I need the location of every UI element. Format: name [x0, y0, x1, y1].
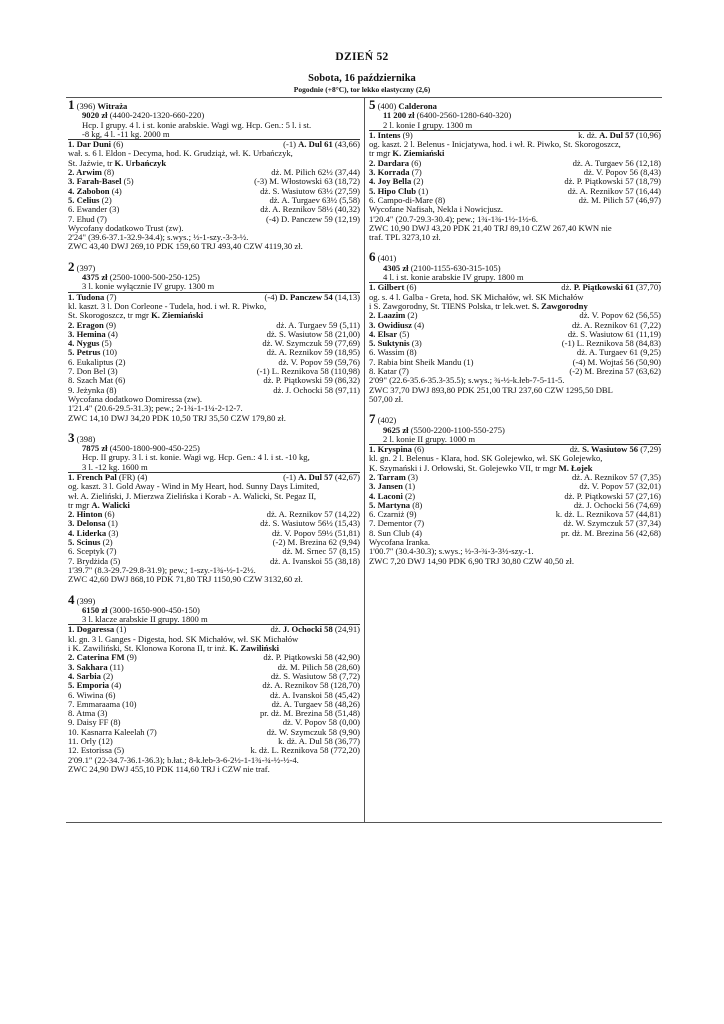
unplaced-jockey: k. dż. L. Reznikova 57 (44,81): [555, 509, 661, 520]
prize-amount: 7875 zł: [82, 443, 108, 454]
placed-horse: 2. Eragon (9): [68, 319, 116, 330]
unplaced-jockey: dż. A. Reznikov 58½ (40,32): [260, 204, 360, 215]
placed-jockey: dż. V. Popov 59½ (51,81): [271, 527, 360, 538]
race-block: [68, 429, 360, 585]
winner-horse: 1. Dar Duni (6): [68, 139, 124, 150]
placed-jockey: dż. S. Wasiutow 58 (21,00): [266, 328, 360, 339]
placed-horse: 2. Hinton (6): [68, 509, 115, 520]
date-heading: Sobota, 16 października: [308, 73, 416, 84]
prize-amount: 4305 zł: [383, 262, 409, 273]
race-note: ZWC 14,10 DWJ 34,20 PDK 10,50 TRJ 35,50 CZW 179,80 zł.: [68, 412, 286, 423]
winner-jockey-name: J. Ochocki 58: [282, 624, 333, 635]
placed-horse: 4. Liderka (3): [68, 527, 119, 538]
winner-pedigree: K. Szymański i J. Orłowski, St. Golejewko VII, tr mgr M. Łojek: [369, 462, 593, 473]
unplaced-jockey: dż. W. Szymczuk 57 (37,34): [563, 518, 661, 529]
race-number: 4: [68, 591, 75, 607]
unplaced-horse: 6. Campo-di-Mare (8): [369, 194, 446, 205]
unplaced-jockey: dż. V. Popov 58 (0,00): [282, 717, 360, 728]
unplaced-horse: 7. Ehud (7): [68, 213, 107, 224]
trainer-name: K. Zawiliński: [229, 643, 280, 654]
winner-horse: 1. Kryspina (6): [369, 444, 425, 455]
bottom-divider: [66, 822, 662, 823]
unplaced-horse: 6. Czarniż (9): [369, 509, 417, 520]
winner-pedigree: og. kaszt. 2 l. Belenus - Inicjatywa, hod. i wł. R. Piwko, St. Skorogoszcz,: [369, 139, 621, 150]
placed-horse: 3. Sakhara (11): [68, 661, 124, 672]
placed-name: 3. Sakhara: [68, 661, 108, 672]
winner-horse: 1. Dogaressa (1): [68, 624, 127, 635]
race-header: 3 (398): [68, 429, 96, 445]
race-note: ZWC 24,90 DWJ 455,10 PDK 114,60 TRJ i CZW nie traf.: [68, 763, 270, 774]
placed-horse: 5. Petrus (10): [68, 347, 117, 358]
placed-name: 3. Delonsa: [68, 518, 106, 529]
placed-horse: 4. Laconi (2): [369, 490, 416, 501]
race-number: 5: [369, 97, 376, 112]
race-prize: 11 200 zł (6400-2560-1280-640-320): [383, 110, 512, 121]
placed-horse: 5. Hipo Club (1): [369, 185, 429, 196]
placed-jockey: dż. J. Ochocki 56 (74,69): [573, 499, 661, 510]
race-note: Wycofana Iranka.: [369, 537, 431, 548]
winner-jockey-name: D. Panczew 54: [279, 291, 333, 302]
placed-jockey: dż. V. Popov 57 (32,01): [579, 481, 661, 492]
race-note: 1'20.4" (20.7-29.3-30.4); pew.; 1¾-1¾-1½-1½-6.: [369, 213, 538, 224]
race-note: 2'09.1" (22-34.7-36.1-36.3); b.łat.; 8-k.łeb-3-6-2½-1-1¾-¾-½-½-4.: [68, 754, 299, 765]
trainer-name: K. Urbańczyk: [114, 157, 167, 168]
race-prize: 7875 zł (4500-1800-900-450-225): [82, 443, 200, 454]
placed-horse: 2. Dardara (6): [369, 157, 422, 168]
race-conditions: -8 kg, 4 l. -11 kg. 2000 m: [82, 128, 170, 139]
placed-jockey: dż. S. Wasiutow 58 (7,72): [270, 670, 360, 681]
race-block: [68, 258, 360, 423]
placed-jockey: dż. M. Pilich 62½ (37,44): [271, 167, 360, 178]
race-note: Wycofane Nafisah, Nekla i Nowicjusz.: [369, 204, 504, 215]
unplaced-jockey: (-2) M. Brezina 57 (63,62): [569, 366, 661, 377]
race-block: [369, 97, 661, 243]
unplaced-horse: 7. Emmaraama (10): [68, 698, 137, 709]
race-header: 4 (399): [68, 591, 96, 607]
winner-pedigree: i K. Zawiliński, St. Klonowa Korona II, tr inż. K. Zawiliński: [68, 643, 280, 654]
unplaced-horse: 8. Atma (3): [68, 708, 108, 719]
unplaced-horse: 6. Eukaliptus (2): [68, 356, 126, 367]
unplaced-horse: 8. Szach Mat (6): [68, 375, 126, 386]
placed-jockey: (-2) M. Brezina 62 (9,94): [272, 537, 360, 548]
winner-pedigree: kl. gn. 3 l. Ganges - Digesta, hod. SK Michałów, wł. SK Michałów: [68, 633, 299, 644]
winner-pedigree: wł. A. Zieliński, J. Mierzwa Zielińska i Korab - A. Walicki, St. Pegaz II,: [68, 490, 317, 501]
placed-name: 5. Martyna: [369, 499, 411, 510]
placed-name: 4. Elsar: [369, 328, 398, 339]
placed-horse: 3. Owidiusz (4): [369, 319, 425, 330]
placed-name: 4. Joy Bella: [369, 176, 412, 187]
placed-jockey: dż. P. Piątkowski 57 (18,79): [564, 176, 661, 187]
winner-jockey: (-1) A. Dul 61 (43,66): [283, 139, 360, 150]
placed-name: 5. Celius: [68, 194, 100, 205]
placed-name: 4. Nygus: [68, 338, 100, 349]
race-conditions: Hcp. I grupy. 4 l. i st. konie arabskie. Wagi wg. Hcp. Gen.: 5 l. i st.: [82, 119, 312, 130]
race-conditions: 3 l. konie wyłącznie IV grupy. 1300 m: [82, 281, 215, 292]
unplaced-horse: 10. Kasnarra Kaleelah (7): [68, 726, 157, 737]
trainer-name: S. Zawgorodny: [532, 300, 588, 311]
race-prize: 4305 zł (2100-1155-630-315-105): [383, 262, 501, 273]
trainer-name: A. Walicki: [91, 499, 130, 510]
placed-jockey: dż. S. Wasiutow 56½ (15,43): [260, 518, 360, 529]
race-number: 2: [68, 258, 75, 274]
unplaced-jockey: dż. P. Piątkowski 59 (86,32): [263, 375, 360, 386]
race-number: 1: [68, 97, 75, 112]
placed-horse: 2. Arwim (8): [68, 167, 115, 178]
winner-jockey: k. dż. A. Dul 57 (10,96): [578, 129, 661, 140]
winner-name: 1. Kryspina: [369, 444, 412, 455]
winner-name: 1. Intens: [369, 129, 401, 140]
race-note: traf. TPL 3273,10 zł.: [369, 232, 441, 243]
race-note: ZWC 37,70 DWJ 893,80 PDK 251,00 TRJ 237,60 CZW 1295,50 DBL: [369, 384, 613, 395]
placed-horse: 5. Celius (2): [68, 194, 112, 205]
race-name: Witraża: [97, 101, 128, 111]
placed-horse: 2. Caterina FM (9): [68, 652, 137, 663]
right-column: [369, 97, 661, 576]
unplaced-horse: 6. Ewander (3): [68, 204, 120, 215]
placed-name: 3. Owidiusz: [369, 319, 412, 330]
unplaced-jockey: dż. A. Turgaev 61 (9,25): [576, 347, 661, 358]
placed-name: 5. Emporia: [68, 680, 110, 691]
placed-horse: 4. Elsar (5): [369, 328, 410, 339]
placed-jockey: dż. A. Reznikov 61 (7,22): [571, 319, 661, 330]
race-header: 7 (402): [369, 411, 397, 427]
race-note: 2'09" (22.6-35.6-35.3-35.5); s.wys.; ¾-½-k.łeb-7-5-11-5.: [369, 375, 565, 386]
race-number: 7: [369, 411, 376, 427]
placed-name: 2. Tarram: [369, 471, 406, 482]
winner-name: 1. Tudona: [68, 291, 105, 302]
placed-horse: 2. Tarram (3): [369, 471, 418, 482]
unplaced-horse: 7. Dementor (7): [369, 518, 425, 529]
unplaced-jockey: dż. J. Ochocki 58 (97,11): [273, 384, 360, 395]
placed-name: 4. Liderka: [68, 527, 107, 538]
placed-name: 3. Korrada: [369, 167, 410, 178]
winner-pedigree: St. Jaźwie, tr K. Urbańczyk: [68, 157, 167, 168]
winner-jockey-name: A. Dul 57: [298, 471, 333, 482]
winner-horse: 1. Gilbert (6): [369, 282, 417, 293]
placed-name: 2. Eragon: [68, 319, 104, 330]
placed-horse: 3. Farah-Basel (5): [68, 176, 134, 187]
winner-pedigree: og. kaszt. 3 l. Gold Away - Wind in My Heart, hod. Sunny Days Limited,: [68, 481, 320, 492]
winner-horse: 1. French Pal (FR) (4): [68, 471, 148, 482]
winner-jockey-name: P. Piątkowski 61: [573, 282, 634, 293]
placed-name: 5. Hipo Club: [369, 185, 417, 196]
placed-name: 2. Hinton: [68, 509, 103, 520]
race-header: 6 (401): [369, 249, 397, 265]
unplaced-horse: 6. Wassim (8): [369, 347, 417, 358]
winner-jockey: dż. J. Ochocki 58 (24,91): [270, 624, 360, 635]
race-header: 5 (400) Calderona: [369, 97, 437, 112]
placed-name: 3. Farah-Basel: [68, 176, 122, 187]
placed-name: 4. Zabobon: [68, 185, 110, 196]
winner-name: 1. Dar Duni: [68, 139, 112, 150]
placed-jockey: dż. M. Pilich 58 (28,60): [277, 661, 360, 672]
placed-horse: 5. Scinus (2): [68, 537, 113, 548]
placed-jockey: dż. A. Reznikov 58 (128,70): [262, 680, 360, 691]
trainer-name: K. Ziemiański: [151, 310, 204, 321]
race-header: 2 (397): [68, 258, 96, 274]
unplaced-jockey: dż. V. Popov 59 (59,76): [278, 356, 360, 367]
placed-name: 5. Petrus: [68, 347, 101, 358]
race-note: 1'21.4" (20.6-29.5-31.3); pew.; 2-1¾-1-1¼-2-12-7.: [68, 403, 243, 414]
winner-name: 1. Gilbert: [369, 282, 405, 293]
prize-amount: 6150 zł: [82, 604, 108, 615]
race-note: 1'00.7" (30.4-30.3); s.wys.; ½-3-¾-3-3½-szy.-1.: [369, 546, 534, 557]
race-note: Wycofana dodatkowo Domiressa (zw).: [68, 393, 203, 404]
race-prize: 6150 zł (3000-1650-900-450-150): [82, 604, 200, 615]
placed-jockey: dż. P. Piątkowski 57 (27,16): [564, 490, 661, 501]
placed-jockey: dż. V. Popov 62 (56,55): [579, 310, 661, 321]
winner-pedigree: kl. kaszt. 3 l. Don Corleone - Tudela, hod. i wł. R. Piwko,: [68, 300, 267, 311]
winner-jockey: (-4) D. Panczew 54 (14,13): [264, 291, 360, 302]
race-conditions: 3 l. klacze arabskie II grupy. 1800 m: [82, 614, 208, 625]
placed-horse: 5. Martyna (8): [369, 499, 423, 510]
winner-pedigree: wał. s. 6 l. Eldon - Decyma, hod. K. Grudziąż, wł. K. Urbańczyk,: [68, 148, 293, 159]
race-note: ZWC 43,40 DWJ 269,10 PDK 159,60 TRJ 493,40 CZW 4119,30 zł.: [68, 241, 303, 252]
race-conditions: Hcp. II grupy. 3 l. i st. konie. Wagi wg. Hcp. Gen.: 4 l. i st. -10 kg,: [82, 452, 310, 463]
race-prize: 4375 zł (2500-1000-500-250-125): [82, 272, 200, 283]
race-block: [68, 97, 360, 252]
unplaced-jockey: pr. dż. M. Brezina 56 (42,68): [561, 527, 661, 538]
race-header: 1 (396) Witraża: [68, 97, 128, 112]
unplaced-jockey: dż. A. Ivanskoi 58 (45,42): [270, 689, 360, 700]
placed-horse: 3. Korrada (7): [369, 167, 422, 178]
race-note: ZWC 7,20 DWJ 14,90 PDK 6,90 TRJ 30,80 CZW 40,50 zł.: [369, 555, 574, 566]
placed-horse: 4. Zabobon (4): [68, 185, 122, 196]
placed-horse: 2. Laazim (2): [369, 310, 418, 321]
unplaced-jockey: (-4) M. Wojtaś 56 (50,90): [572, 356, 661, 367]
placed-name: 2. Laazim: [369, 310, 406, 321]
winner-pedigree: i S. Zawgorodny, St. TIENS Polska, tr lek.wet. S. Zawgorodny: [369, 300, 588, 311]
placed-name: 2. Caterina FM: [68, 652, 125, 663]
unplaced-jockey: dż. A. Turgaev 58 (48,26): [271, 698, 360, 709]
unplaced-horse: 7. Rabia bint Sheik Mandu (1): [369, 356, 474, 367]
placed-name: 5. Scinus: [68, 537, 101, 548]
winner-pedigree: St. Skorogoszcz, tr mgr K. Ziemiański: [68, 310, 204, 321]
placed-horse: 4. Sarbia (2): [68, 670, 114, 681]
unplaced-horse: 8. Katar (7): [369, 366, 409, 377]
unplaced-jockey: dż. M. Pilich 57 (46,97): [578, 194, 661, 205]
placed-name: 4. Sarbia: [68, 670, 101, 681]
unplaced-horse: 6. Wiwina (6): [68, 689, 116, 700]
placed-horse: 3. Hemina (4): [68, 328, 118, 339]
winner-pedigree: kl. gn. 2 l. Belenus - Klara, hod. SK Golejewko, wł. SK Golejewko,: [369, 453, 603, 464]
race-note: 507,00 zł.: [369, 393, 404, 404]
unplaced-jockey: (-4) D. Panczew 59 (12,19): [265, 213, 360, 224]
unplaced-horse: 7. Don Bel (3): [68, 366, 118, 377]
race-block: [68, 591, 360, 775]
race-conditions: 4 l. i st. konie arabskie IV grupy. 1800 m: [383, 272, 524, 283]
winner-horse: 1. Intens (9): [369, 129, 413, 140]
placed-jockey: dż. A. Turgaev 59 (5,11): [276, 319, 360, 330]
race-number: 3: [68, 429, 75, 445]
winner-name: 1. Dogaressa: [68, 624, 115, 635]
race-block: [369, 411, 661, 566]
winner-jockey: (-1) A. Dul 57 (42,67): [283, 471, 360, 482]
race-conditions: 2 l. konie II grupy. 1000 m: [383, 433, 476, 444]
placed-jockey: (-1) L. Reznikova 58 (84,83): [561, 338, 661, 349]
race-note: 2'24" (39.6-37.1-32.9-34.4); s.wys.; ½-1-szy.-3-3-½.: [68, 232, 249, 243]
winner-jockey-name: A. Dul 57: [599, 129, 634, 140]
winner-horse: 1. Tudona (7): [68, 291, 117, 302]
placed-horse: 5. Suktynis (3): [369, 338, 422, 349]
unplaced-jockey: dż. W. Szymczuk 58 (9,90): [266, 726, 360, 737]
placed-jockey: dż. A. Reznikov 57 (16,44): [567, 185, 661, 196]
unplaced-jockey: k. dż. L. Reznikova 58 (772,20): [250, 745, 360, 756]
day-heading: DZIEŃ 52: [335, 51, 389, 63]
placed-horse: 5. Emporia (4): [68, 680, 122, 691]
trainer-name: K. Ziemiański: [392, 148, 445, 159]
race-prize: 9625 zł (5500-2200-1100-550-275): [383, 424, 505, 435]
unplaced-horse: 6. Sceptyk (7): [68, 546, 117, 557]
placed-jockey: (-3) M. Włostowski 63 (18,72): [254, 176, 360, 187]
winner-jockey-name: S. Wasiutow 56: [582, 444, 639, 455]
unplaced-jockey: dż. A. Ivanskoi 55 (38,18): [270, 555, 360, 566]
winner-jockey: dż. S. Wasiutow 56 (7,29): [569, 444, 661, 455]
placed-jockey: dż. P. Piątkowski 58 (42,90): [263, 652, 360, 663]
placed-jockey: dż. A. Reznikov 59 (18,95): [266, 347, 360, 358]
prize-amount: 11 200 zł: [383, 110, 415, 121]
placed-horse: 4. Joy Bella (2): [369, 176, 424, 187]
race-note: ZWC 10,90 DWJ 43,20 PDK 21,40 TRJ 89,10 CZW 267,40 KWN nie: [369, 222, 612, 233]
weather-line: Pogodnie (+8°C), tor lekko elastyczny (2,6): [293, 85, 431, 94]
race-note: 1'39.7" (8.3-29.7-29.8-31.9); pew.; 1-szy.-1¾-½-1-2½.: [68, 564, 256, 575]
winner-jockey-name: A. Dul 61: [298, 139, 333, 150]
race-note: ZWC 42,60 DWJ 868,10 PDK 71,80 TRJ 1150,90 CZW 3132,60 zł.: [68, 574, 303, 585]
race-number: 6: [369, 249, 376, 265]
prize-amount: 9020 zł: [82, 110, 108, 121]
placed-jockey: dż. A. Reznikov 57 (14,22): [266, 509, 360, 520]
unplaced-horse: 9. Jeżynka (8): [68, 384, 117, 395]
prize-amount: 9625 zł: [383, 424, 409, 435]
winner-jockey: dż. P. Piątkowski 61 (37,70): [561, 282, 661, 293]
unplaced-jockey: k. dż. A. Dul 58 (36,77): [278, 736, 360, 746]
race-block: [369, 249, 661, 404]
placed-jockey: dż. A. Reznikov 57 (7,35): [571, 471, 661, 482]
race-name: Calderona: [398, 101, 437, 111]
winner-pedigree: tr mgr A. Walicki: [68, 499, 130, 510]
placed-name: 4. Laconi: [369, 490, 403, 501]
placed-name: 2. Dardara: [369, 157, 410, 168]
race-conditions: 3 l. -12 kg. 1600 m: [82, 461, 148, 472]
placed-jockey: dż. A. Turgaev 56 (12,18): [572, 157, 661, 168]
unplaced-horse: 12. Estorissa (5): [68, 745, 125, 756]
unplaced-jockey: pr. dż. M. Brezina 58 (51,48): [260, 708, 360, 719]
prize-amount: 4375 zł: [82, 272, 108, 283]
race-note: Wycofany dodatkowo Trust (zw).: [68, 222, 184, 233]
placed-jockey: dż. A. Turgaev 63½ (5,58): [269, 194, 360, 205]
trainer-name: M. Łojek: [558, 462, 593, 473]
unplaced-jockey: dż. M. Srnec 57 (8,15): [282, 546, 360, 557]
winner-pedigree: og. s. 4 l. Galba - Greta, hod. SK Michałów, wł. SK Michałów: [369, 291, 584, 302]
placed-horse: 3. Delonsa (1): [68, 518, 118, 529]
placed-horse: 4. Nygus (5): [68, 338, 112, 349]
unplaced-jockey: (-1) L. Reznikova 58 (110,98): [256, 366, 360, 377]
unplaced-horse: 9. Daisy FF (8): [68, 717, 121, 728]
winner-pedigree: tr mgr K. Ziemiański: [369, 148, 445, 159]
placed-name: 3. Jansen: [369, 481, 403, 492]
race-prize: 9020 zł (4400-2420-1320-660-220): [82, 110, 205, 121]
placed-jockey: dż. S. Wasiutow 63½ (27,59): [260, 185, 360, 196]
unplaced-horse: 8. Sun Club (4): [369, 527, 422, 538]
placed-jockey: dż. W. Szymczuk 59 (77,69): [262, 338, 360, 349]
placed-name: 5. Suktynis: [369, 338, 410, 349]
placed-jockey: dż. S. Wasiutow 61 (11,19): [567, 328, 661, 339]
unplaced-horse: 7. Brydżida (5): [68, 555, 121, 566]
placed-name: 3. Hemina: [68, 328, 106, 339]
left-column: [68, 97, 360, 784]
placed-jockey: dż. V. Popov 56 (8,43): [583, 167, 661, 178]
winner-name: 1. French Pal: [68, 471, 117, 482]
race-conditions: 2 l. konie I grupy. 1300 m: [383, 119, 473, 130]
column-divider: [364, 97, 365, 822]
placed-name: 2. Arwim: [68, 167, 102, 178]
unplaced-horse: 11. Orly (12): [68, 736, 113, 746]
placed-horse: 3. Jansen (1): [369, 481, 416, 492]
